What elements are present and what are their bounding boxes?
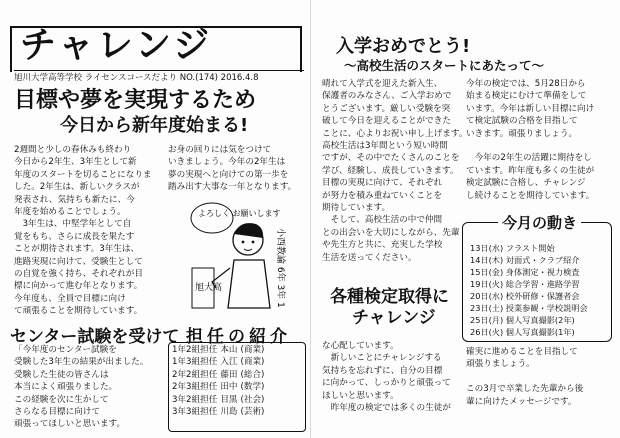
welcome-line: との出会いを大切にしながら、先輩 bbox=[322, 227, 460, 238]
welcome-line: 晴れて入学式を迎えた新入生、 bbox=[322, 79, 443, 89]
exam-line: 新しいことにチャレンジする bbox=[322, 353, 442, 364]
teacher-row: 1年3組担任 入江 (商業) bbox=[172, 357, 265, 368]
headline-sub: 今日から新年度始まる! bbox=[60, 115, 249, 136]
teachers-table bbox=[172, 344, 267, 418]
bottom-line: この3月で卒業した先輩から後 bbox=[466, 384, 584, 395]
right-line: 今年の2年生の活躍に期待をし bbox=[466, 153, 592, 164]
monthly-events-list bbox=[470, 242, 588, 338]
welcome-subheading: ～高校生活のスタートにあたって～ bbox=[344, 58, 545, 73]
welcome-line: 生活を送ってください。 bbox=[322, 252, 417, 263]
center-line: 受験した生徒の皆さんは bbox=[14, 369, 109, 380]
welcome-line: や先生方と共に、充実した学校 bbox=[322, 240, 443, 251]
center-exam-article bbox=[14, 344, 148, 431]
teacher-illustration bbox=[190, 198, 302, 316]
right-line: います。今年は新しい目標に向け bbox=[466, 103, 595, 114]
exam-line: ほしいと思います。 bbox=[322, 390, 399, 401]
right-line: し続けることを期待しています。 bbox=[466, 190, 595, 201]
intro-line: 今年度も、全員で目標に向け bbox=[14, 293, 126, 304]
center-line: さらなる目標に向けて bbox=[14, 407, 100, 418]
right-line: 始まる検定にむけて準備をして bbox=[466, 91, 587, 102]
exam-heading-1: 各種検定取得に bbox=[330, 287, 449, 307]
exam-line: 昨年度の検定では多くの生徒が bbox=[322, 403, 451, 414]
event-item: 20日(水) 校外研修・保護者会 bbox=[470, 291, 580, 301]
welcome-line: 破して今日を迎えることができた bbox=[322, 116, 451, 127]
center-line: 「今年度のセンター試験を bbox=[14, 345, 117, 355]
right-article bbox=[466, 78, 594, 202]
badge-text: 小西教諭 6年 3年 1 bbox=[275, 228, 285, 308]
right-line: いきます。頑張りましょう。 bbox=[466, 128, 578, 139]
right-line bbox=[466, 140, 594, 152]
teacher-row: 1年2組担任 本山 (商業) bbox=[172, 345, 265, 355]
intro-line: 進路実現に向けて、受験生として bbox=[14, 256, 143, 267]
teacher-row: 3年3組担任 川島 (芸術) bbox=[172, 407, 265, 418]
center-line: 本当によく頑張りました。 bbox=[14, 382, 118, 393]
intro-line: 年度のスタートを切ることになりま bbox=[14, 169, 152, 180]
intro-line: ことが期待されます。3年生は、 bbox=[14, 244, 140, 255]
teachers-heading: 担任の紹介 bbox=[186, 327, 291, 347]
exam-article bbox=[322, 340, 451, 414]
speech-bubble-text: よろしく お願いします bbox=[198, 209, 281, 218]
welcome-line: 期待しています。 bbox=[322, 203, 391, 214]
intro-line: 3年生は、中堅学年として自 bbox=[14, 219, 132, 230]
event-item: 23日(土) 授業参観・学校説明会 bbox=[470, 303, 588, 313]
headline-main: 目標や夢を実現するため bbox=[14, 88, 257, 113]
welcome-line: そして、高校生活の中で仲間 bbox=[322, 215, 443, 226]
welcome-line: ですが、その中でたくさんのことを bbox=[322, 153, 460, 164]
event-item: 15日(金) 身体測定・視力検査 bbox=[470, 267, 580, 277]
teacher-row: 3年2組担任 目黒 (社会) bbox=[172, 394, 265, 405]
welcome-line: 学び、経験し、成長していきます。 bbox=[322, 165, 459, 176]
event-item: 14日(木) 対面式・クラブ紹介 bbox=[470, 255, 580, 265]
event-item: 13日(水) フラスト開始 bbox=[470, 243, 555, 253]
intro-line: 標に向かって進む年となります。 bbox=[14, 281, 143, 292]
monthly-events-heading: 今月の動き bbox=[498, 212, 581, 233]
teacher-row: 2年2組担任 藤田 (総合) bbox=[172, 369, 265, 380]
sign-text: 旭大高 bbox=[195, 283, 223, 293]
welcome-line: とうございます。厳しい受験を突 bbox=[322, 103, 451, 114]
intro-line: の自覚を強く持ち、それぞれが目 bbox=[14, 269, 143, 280]
event-item: 25日(月) 個人写真撮影(2年) bbox=[470, 315, 575, 325]
welcome-line: が努力を積み重ねていくことを bbox=[322, 190, 443, 201]
page-fold-divider bbox=[310, 0, 311, 438]
center-line: 頑張ってほしいと思います。 bbox=[14, 419, 126, 430]
teacher-row: 2年3組担任 田中 (数学) bbox=[172, 382, 265, 393]
welcome-line: 高校生活は3年間という短い時間 bbox=[322, 141, 448, 152]
mid-line: 夢の実現へと向けての第一歩を bbox=[168, 169, 289, 180]
event-item: 19日(火) 総合学習・進路学習 bbox=[470, 279, 580, 289]
exam-line: な心配しています。 bbox=[322, 341, 399, 351]
center-line: この経験を次に生かして bbox=[14, 394, 109, 405]
intro-line: 発表され、気持ちも新たに、今 bbox=[14, 194, 135, 205]
mid-line: お身の回りには気をつけて bbox=[168, 145, 272, 155]
exam-line: 気持ちを忘れずに、自分の目標 bbox=[322, 365, 443, 376]
intro-article bbox=[14, 144, 152, 318]
welcome-line: 目標の実現に向けて、それぞれ bbox=[322, 178, 443, 189]
event-item: 26日(火) 個人写真撮影(1年) bbox=[470, 327, 575, 337]
welcome-article bbox=[322, 78, 467, 264]
intro-line: て頑張ることを期待しています。 bbox=[14, 306, 143, 317]
bottom-line: 確実に進めることを目指して bbox=[466, 347, 578, 357]
right-line: 今年の検定では、5月28日から bbox=[466, 79, 586, 89]
bottom-line: 輩に向けたメッセージです。 bbox=[466, 396, 577, 407]
intro-line: 2週間と少しの春休みも終わり bbox=[14, 145, 132, 155]
mid-line: 踏み出す大事な一年となります。 bbox=[168, 182, 297, 193]
welcome-line: 保護者のみなさん、ご入学おめで bbox=[322, 91, 452, 102]
exam-heading-2: チャレンジ bbox=[352, 308, 436, 328]
exam-line: に向かって、しっかりと頑張って bbox=[322, 378, 451, 389]
bottom-line bbox=[466, 371, 583, 383]
welcome-line: ことに、心よりお祝い申し上げます。 bbox=[322, 128, 468, 139]
intro-line: 今日から2年生、3年生として新 bbox=[14, 157, 137, 168]
intro-line: 覚をもち、さらに成長を果たす bbox=[14, 231, 135, 242]
intro-line: した。2年生は、新しいクラスが bbox=[14, 182, 140, 193]
masthead-title: チャレンジ bbox=[20, 25, 213, 66]
bottom-article bbox=[466, 346, 583, 408]
center-line: 受験した3年生の結果が出ました。 bbox=[14, 357, 149, 368]
intro-line: 年度を始めることでしょう。 bbox=[14, 207, 126, 218]
welcome-heading: 入学おめでとう! bbox=[336, 36, 471, 57]
right-line: ています。昨年度も多くの生徒が bbox=[466, 165, 595, 176]
mid-article bbox=[168, 144, 296, 194]
mid-line: いきましょう。今年の2年生は bbox=[168, 157, 286, 168]
right-line: て検定試験の合格を目指して bbox=[466, 116, 578, 127]
bottom-line: 頑張りましょう。 bbox=[466, 359, 535, 370]
masthead-subtitle: 旭川大学高等学校 ライセンスコースだより NO.(174) 2016.4.8 bbox=[14, 70, 304, 84]
center-exam-heading: センター試験を受けて bbox=[10, 327, 180, 347]
right-line: 検定試験に合格し、チャレンジ bbox=[466, 178, 586, 189]
